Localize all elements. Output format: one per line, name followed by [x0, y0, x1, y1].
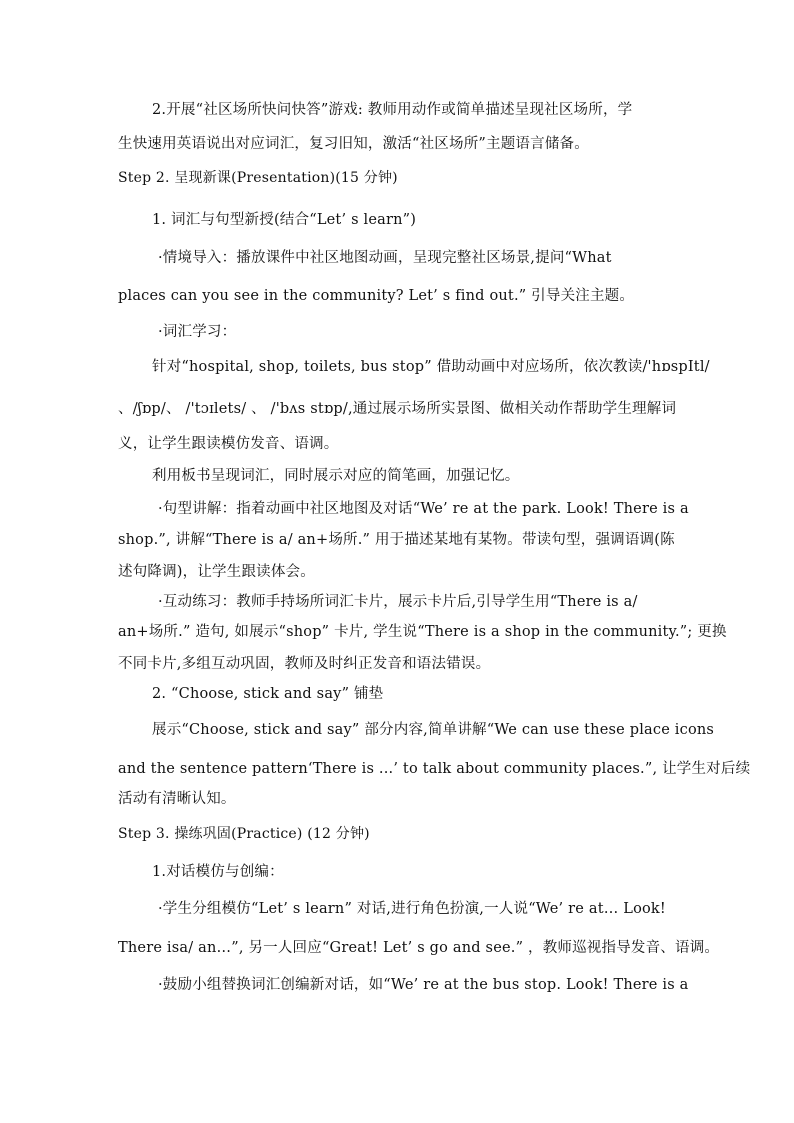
- paragraph-line: places can you see in the community? Let’ s find out.” 引导关注主题。: [118, 288, 635, 304]
- paragraph-line: 针对“hospital, shop, toilets, bus stop” 借助动画中对应场所，依次教读/'hɒspItl/: [152, 359, 710, 375]
- section-heading: Step 3. 操练巩固(Practice) (12 分钟): [118, 826, 370, 842]
- paragraph-line: ·互动练习：教师手持场所词汇卡片，展示卡片后,引导学生用“There is a/: [158, 594, 638, 610]
- paragraph-line: There isa/ an…”, 另一人回应“Great! Let’ s go and see.” ，教师巡视指导发音、语调。: [118, 940, 720, 956]
- paragraph-line: and the sentence pattern‘There is ...’ to talk about community places.”, 让学生对后续: [118, 761, 751, 777]
- paragraph-line: ·句型讲解：指着动画中社区地图及对话“We’ re at the park. Look! There is a: [158, 501, 689, 517]
- paragraph-line: 、/ʃɒp/、 /'tɔɪlets/ 、 /'bʌs stɒp/,通过展示场所实景图、做相关动作帮助学生理解词: [118, 401, 677, 417]
- subsection-heading: 1. 词汇与句型新授(结合“Let’ s learn”): [152, 212, 417, 228]
- paragraph-line: an+场所.” 造句, 如展示“shop” 卡片, 学生说“There is a shop in the community.”; 更换: [118, 624, 727, 640]
- paragraph-line: 2.开展“社区场所快问快答”游戏: 教师用动作或简单描述呈现社区场所，学: [152, 102, 633, 118]
- paragraph-line: ·学生分组模仿“Let’ s learn” 对话,进行角色扮演,一人说“We’ re at… Look!: [158, 901, 666, 917]
- paragraph-line: 利用板书呈现词汇，同时展示对应的简笔画，加强记忆。: [152, 468, 520, 484]
- paragraph-line: 述句降调)，让学生跟读体会。: [118, 564, 315, 580]
- paragraph-line: ·鼓励小组替换词汇创编新对话，如“We’ re at the bus stop. Look! There is a: [158, 977, 689, 993]
- paragraph-line: 义，让学生跟读模仿发音、语调。: [118, 436, 339, 452]
- subsection-heading: 2. “Choose, stick and say” 铺垫: [152, 686, 384, 702]
- paragraph-line: ·词汇学习：: [158, 324, 237, 340]
- section-heading: Step 2. 呈现新课(Presentation)(15 分钟): [118, 170, 398, 186]
- paragraph-line: ·情境导入：播放课件中社区地图动画，呈现完整社区场景,提问“What: [158, 250, 612, 266]
- paragraph-line: 生快速用英语说出对应词汇，复习旧知，激活“社区场所”主题语言储备。: [118, 136, 589, 152]
- paragraph-line: 不同卡片,多组互动巩固，教师及时纠正发音和语法错误。: [118, 656, 491, 672]
- paragraph-line: 展示“Choose, stick and say” 部分内容,简单讲解“We can use these place icons: [152, 722, 715, 738]
- paragraph-line: 活动有清晰认知。: [118, 791, 236, 807]
- subsection-heading: 1.对话模仿与创编：: [152, 864, 284, 880]
- paragraph-line: shop.”, 讲解“There is a/ an+场所.” 用于描述某地有某物。带读句型，强调语调(陈: [118, 532, 675, 548]
